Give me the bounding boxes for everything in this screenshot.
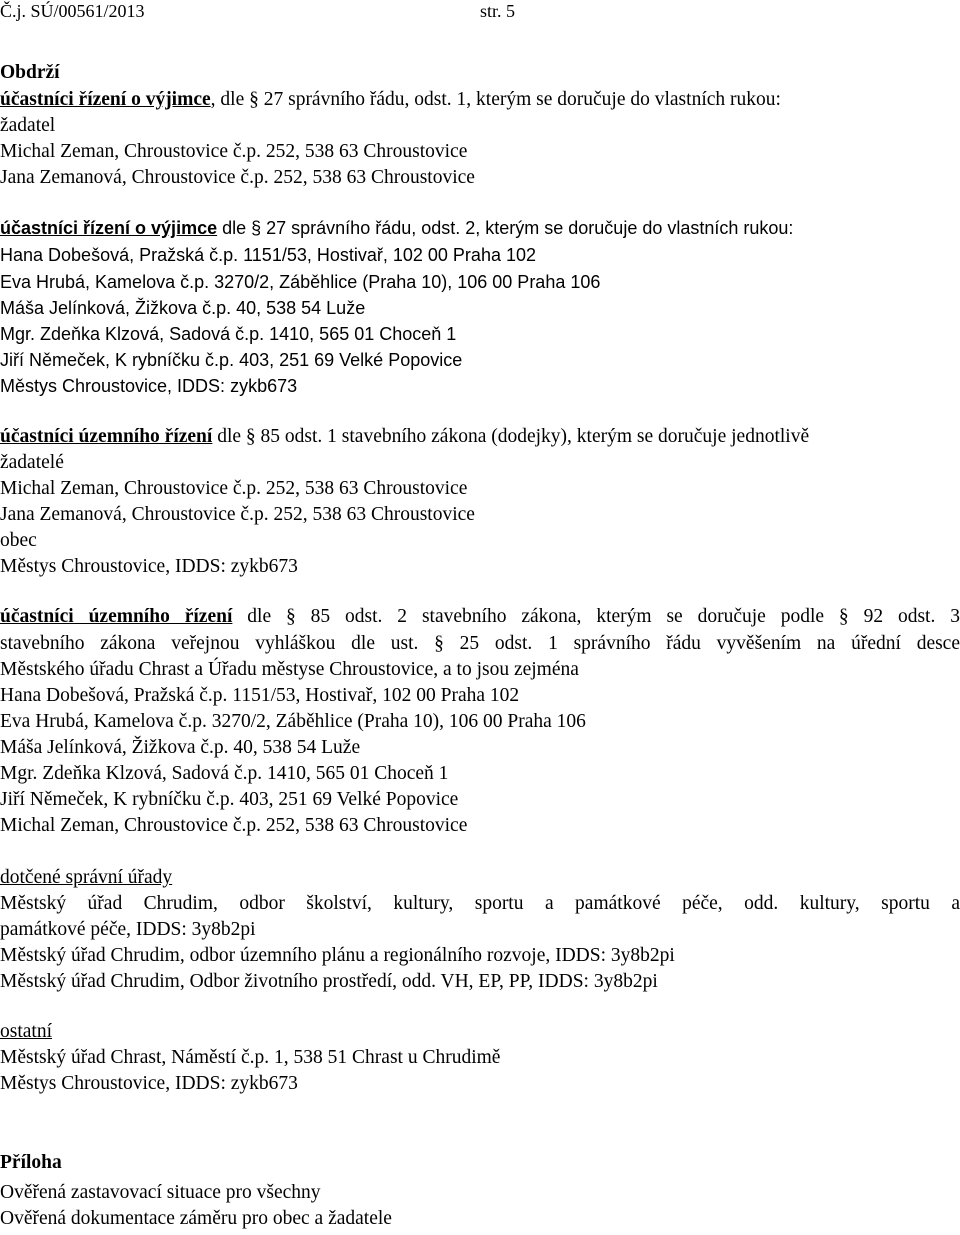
list-item: Hana Dobešová, Pražská č.p. 1151/53, Hostivař, 102 00 Praha 102: [0, 685, 520, 706]
section-1-title: [0, 88, 781, 112]
list-item: Městský úřad Chrudim, odbor územního plánu a regionálního rozvoje, IDDS: 3y8b2pi: [0, 945, 675, 966]
list-item: Hana Dobešová, Pražská č.p. 1151/53, Hostivař, 102 00 Praha 102: [0, 245, 536, 265]
list-item: Městský úřad Chrast, Náměstí č.p. 1, 538 51 Chrast u Chrudimě: [0, 1047, 501, 1068]
list-item: Městys Chroustovice, IDDS: zykb673: [0, 1073, 298, 1094]
list-item: Michal Zeman, Chroustovice č.p. 252, 538 63 Chroustovice: [0, 141, 468, 162]
page-number: str. 5: [480, 1, 516, 21]
section-3-title-bold: účastníci územního řízení: [0, 426, 213, 447]
list-item: Máša Jelínková, Žižkova č.p. 40, 538 54 Luže: [0, 298, 366, 318]
section-3-title-rest: dle § 85 odst. 1 stavebního zákona (dodejky), kterým se doručuje jednotlivě: [212, 426, 810, 447]
list-item: Jana Zemanová, Chroustovice č.p. 252, 538 63 Chroustovice: [0, 504, 475, 525]
section-4-text-line: stavebního zákona veřejnou vyhláškou dle ust. § 25 odst. 1 správního řádu vyvěšením na úřední desce: [0, 633, 960, 654]
list-item: obec: [0, 530, 37, 551]
section-4-title: [0, 605, 960, 629]
list-item: žadatel: [0, 115, 56, 136]
section-2-title-rest: dle § 27 správního řádu, odst. 2, kterým se doručuje do vlastních rukou:: [217, 218, 794, 238]
list-item: Eva Hrubá, Kamelova č.p. 3270/2, Záběhlice (Praha 10), 106 00 Praha 106: [0, 711, 586, 732]
list-item: Městys Chroustovice, IDDS: zykb673: [0, 556, 298, 577]
list-item: Michal Zeman, Chroustovice č.p. 252, 538 63 Chroustovice: [0, 815, 468, 836]
attachment-item: Ověřená zastavovací situace pro všechny: [0, 1182, 321, 1203]
list-item: Eva Hrubá, Kamelova č.p. 3270/2, Záběhlice (Praha 10), 106 00 Praha 106: [0, 272, 601, 292]
list-item: Městys Chroustovice, IDDS: zykb673: [0, 376, 298, 396]
list-item: Mgr. Zdeňka Klzová, Sadová č.p. 1410, 565 01 Choceň 1: [0, 324, 457, 344]
list-item: Mgr. Zdeňka Klzová, Sadová č.p. 1410, 565 01 Choceň 1: [0, 763, 449, 784]
section-3-title: [0, 425, 809, 449]
document-reference: Č.j. SÚ/00561/2013: [0, 1, 145, 21]
attachment-item: Ověřená dokumentace záměru pro obec a žadatele: [0, 1208, 392, 1229]
list-item: Jiří Němeček, K rybníčku č.p. 403, 251 69 Velké Popovice: [0, 789, 459, 810]
list-item: Městský úřad Chrudim, Odbor životního prostředí, odd. VH, EP, PP, IDDS: 3y8b2pi: [0, 971, 658, 992]
section-4-text-line: Městského úřadu Chrast a Úřadu městyse Chroustovice, a to jsou zejména: [0, 659, 579, 680]
section-2-title: [0, 216, 793, 241]
recipients-heading: Obdrží: [0, 62, 60, 83]
section-4-title-rest: dle § 85 odst. 2 stavebního zákona, kterým se doručuje podle § 92 odst. 3: [232, 606, 960, 627]
section-1-title-bold: účastníci řízení o výjimce: [0, 89, 211, 110]
list-item: žadatelé: [0, 452, 64, 473]
attachment-heading: Příloha: [0, 1152, 62, 1173]
section-5-title: dotčené správní úřady: [0, 867, 173, 888]
list-item: Máša Jelínková, Žižkova č.p. 40, 538 54 Luže: [0, 737, 361, 758]
list-item: Městský úřad Chrudim, odbor školství, kultury, sportu a památkové péče, odd. kultury, sportu a: [0, 893, 960, 914]
list-item: Jiří Němeček, K rybníčku č.p. 403, 251 69 Velké Popovice: [0, 350, 463, 370]
section-2-title-bold: účastníci řízení o výjimce: [0, 218, 218, 238]
list-item: Michal Zeman, Chroustovice č.p. 252, 538 63 Chroustovice: [0, 478, 468, 499]
list-item: Jana Zemanová, Chroustovice č.p. 252, 538 63 Chroustovice: [0, 167, 475, 188]
section-6-title: ostatní: [0, 1021, 52, 1042]
section-4-title-bold: účastníci územního řízení: [0, 606, 233, 627]
list-item: památkové péče, IDDS: 3y8b2pi: [0, 919, 256, 940]
section-1-title-rest: , dle § 27 správního řádu, odst. 1, kterým se doručuje do vlastních rukou:: [210, 89, 781, 110]
